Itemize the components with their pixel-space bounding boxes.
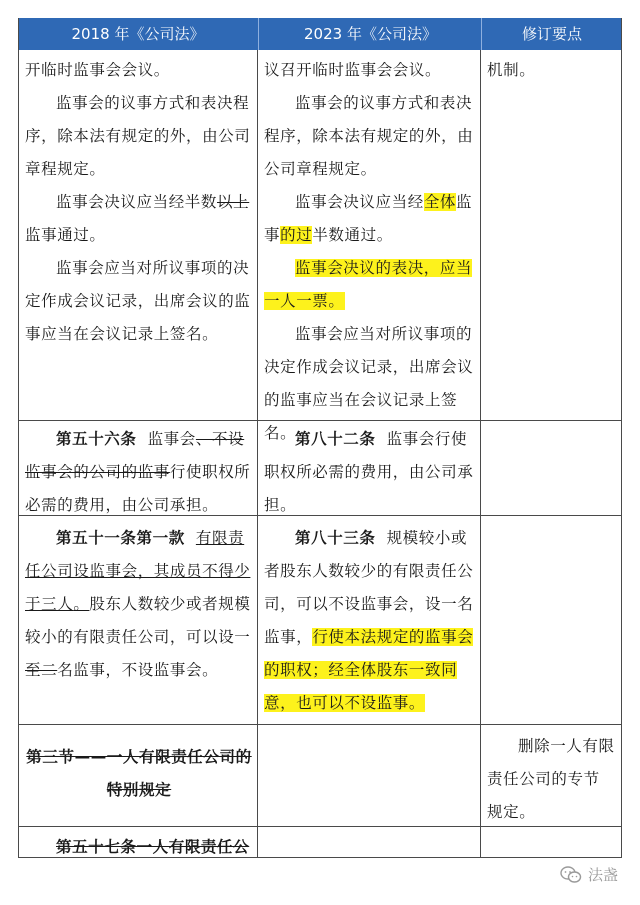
deleted-text: 以上 (217, 193, 250, 211)
paragraph: 监事会应当对所议事项的决定作成会议记录，出席会议的监事应当在会议记录上签名。 (264, 325, 474, 442)
deleted-text: 一人有限责任公 (136, 837, 250, 856)
paragraph: 第八十三条 规模较小或者股东人数较少的有限责任公司，可以不设监事会，设一名监事，行使本法规定的监事会的职权；经全体股东一致同意，也可以不设监事。 (264, 528, 474, 712)
paragraph: 监事会的议事方式和表决程序，除本法有规定的外，由公司章程规定。 (25, 94, 251, 178)
paragraph: 监事会决议应当经半数以上监事通过。 (25, 193, 250, 244)
comparison-table (18, 18, 622, 858)
highlighted-text: 行使本法规定的监事会的职权；经全体股东一致同意，也可以不设监事。 (264, 628, 474, 712)
underlined-text: 有限责任公司设监事会，其成员 (25, 529, 245, 580)
row2-2023-cell (264, 422, 477, 522)
row1-revision-cell (487, 54, 615, 87)
row3-2023-cell (264, 521, 477, 720)
table-header (19, 18, 621, 50)
highlighted-text: 监事会决议的表决，应当一人一票。 (264, 259, 473, 310)
watermark (560, 864, 618, 885)
row2-2018-cell (25, 422, 253, 522)
paragraph: 监事会决议应当经全体监事的过半数通过。 (264, 193, 473, 244)
header-2018: 2018 年《公司法》 (71, 25, 205, 43)
row4-2018-cell (25, 740, 253, 806)
paragraph: 监事会应当对所议事项的决定作成会议记录，出席会议的监事应当在会议记录上签名。 (25, 259, 251, 343)
article-number: 第八十二条 (295, 429, 376, 448)
paragraph (25, 830, 253, 864)
paragraph: 机制。 (487, 61, 536, 79)
article-number: 第五十六条 (56, 429, 137, 448)
article-number: 第五十七条 (56, 837, 137, 856)
wechat-icon (560, 866, 582, 884)
paragraph: 第五十六条 监事会、不设监事会的公司的监事行使职权所必需的费用，由公司承担。 (25, 429, 251, 514)
deleted-section-title: 第三节——一人有限责任公司的特别规定 (26, 747, 252, 799)
row1-2023-cell (264, 54, 477, 450)
paragraph: 第八十二条 监事会行使职权所必需的费用，由公司承担。 (264, 429, 474, 514)
header-revision: 修订要点 (481, 18, 622, 50)
paragraph: 删除一人有限责任公司的专节规定。 (487, 737, 615, 821)
row4-revision-cell (487, 730, 615, 829)
column-divider (257, 50, 258, 857)
header-2023: 2023 年《公司法》 (258, 18, 482, 50)
paragraph: 第五十一条第一款 有限责任公司设监事会，其成员不得少于三人。股东人数较少或者规模较小的有限责任公司，可以设一至二名监事，不设监事会。 (25, 528, 251, 679)
paragraph (264, 252, 477, 318)
row1-2018-cell (25, 54, 253, 351)
column-divider (480, 50, 481, 857)
deleted-text: 、不设监事会的公司的监事 (25, 430, 245, 481)
highlighted-text: 的过 (280, 226, 313, 244)
deleted-text: 不得少于三人 (25, 562, 251, 613)
watermark-text: 法盏 (587, 866, 618, 884)
paragraph: 开临时监事会会议。 (25, 61, 170, 79)
row-divider (19, 724, 621, 725)
deleted-text: 至二 (25, 661, 58, 679)
article-number: 第八十三条 (295, 528, 376, 547)
article-number: 第五十一条第一款 (56, 528, 185, 547)
paragraph: 议召开临时监事会会议。 (264, 61, 442, 79)
row5-2018-cell (25, 830, 253, 864)
row3-2018-cell (25, 521, 253, 687)
paragraph: 监事会的议事方式和表决程序，除本法有规定的外，由公司章程规定。 (264, 94, 474, 178)
highlighted-text: 全体 (423, 193, 457, 211)
